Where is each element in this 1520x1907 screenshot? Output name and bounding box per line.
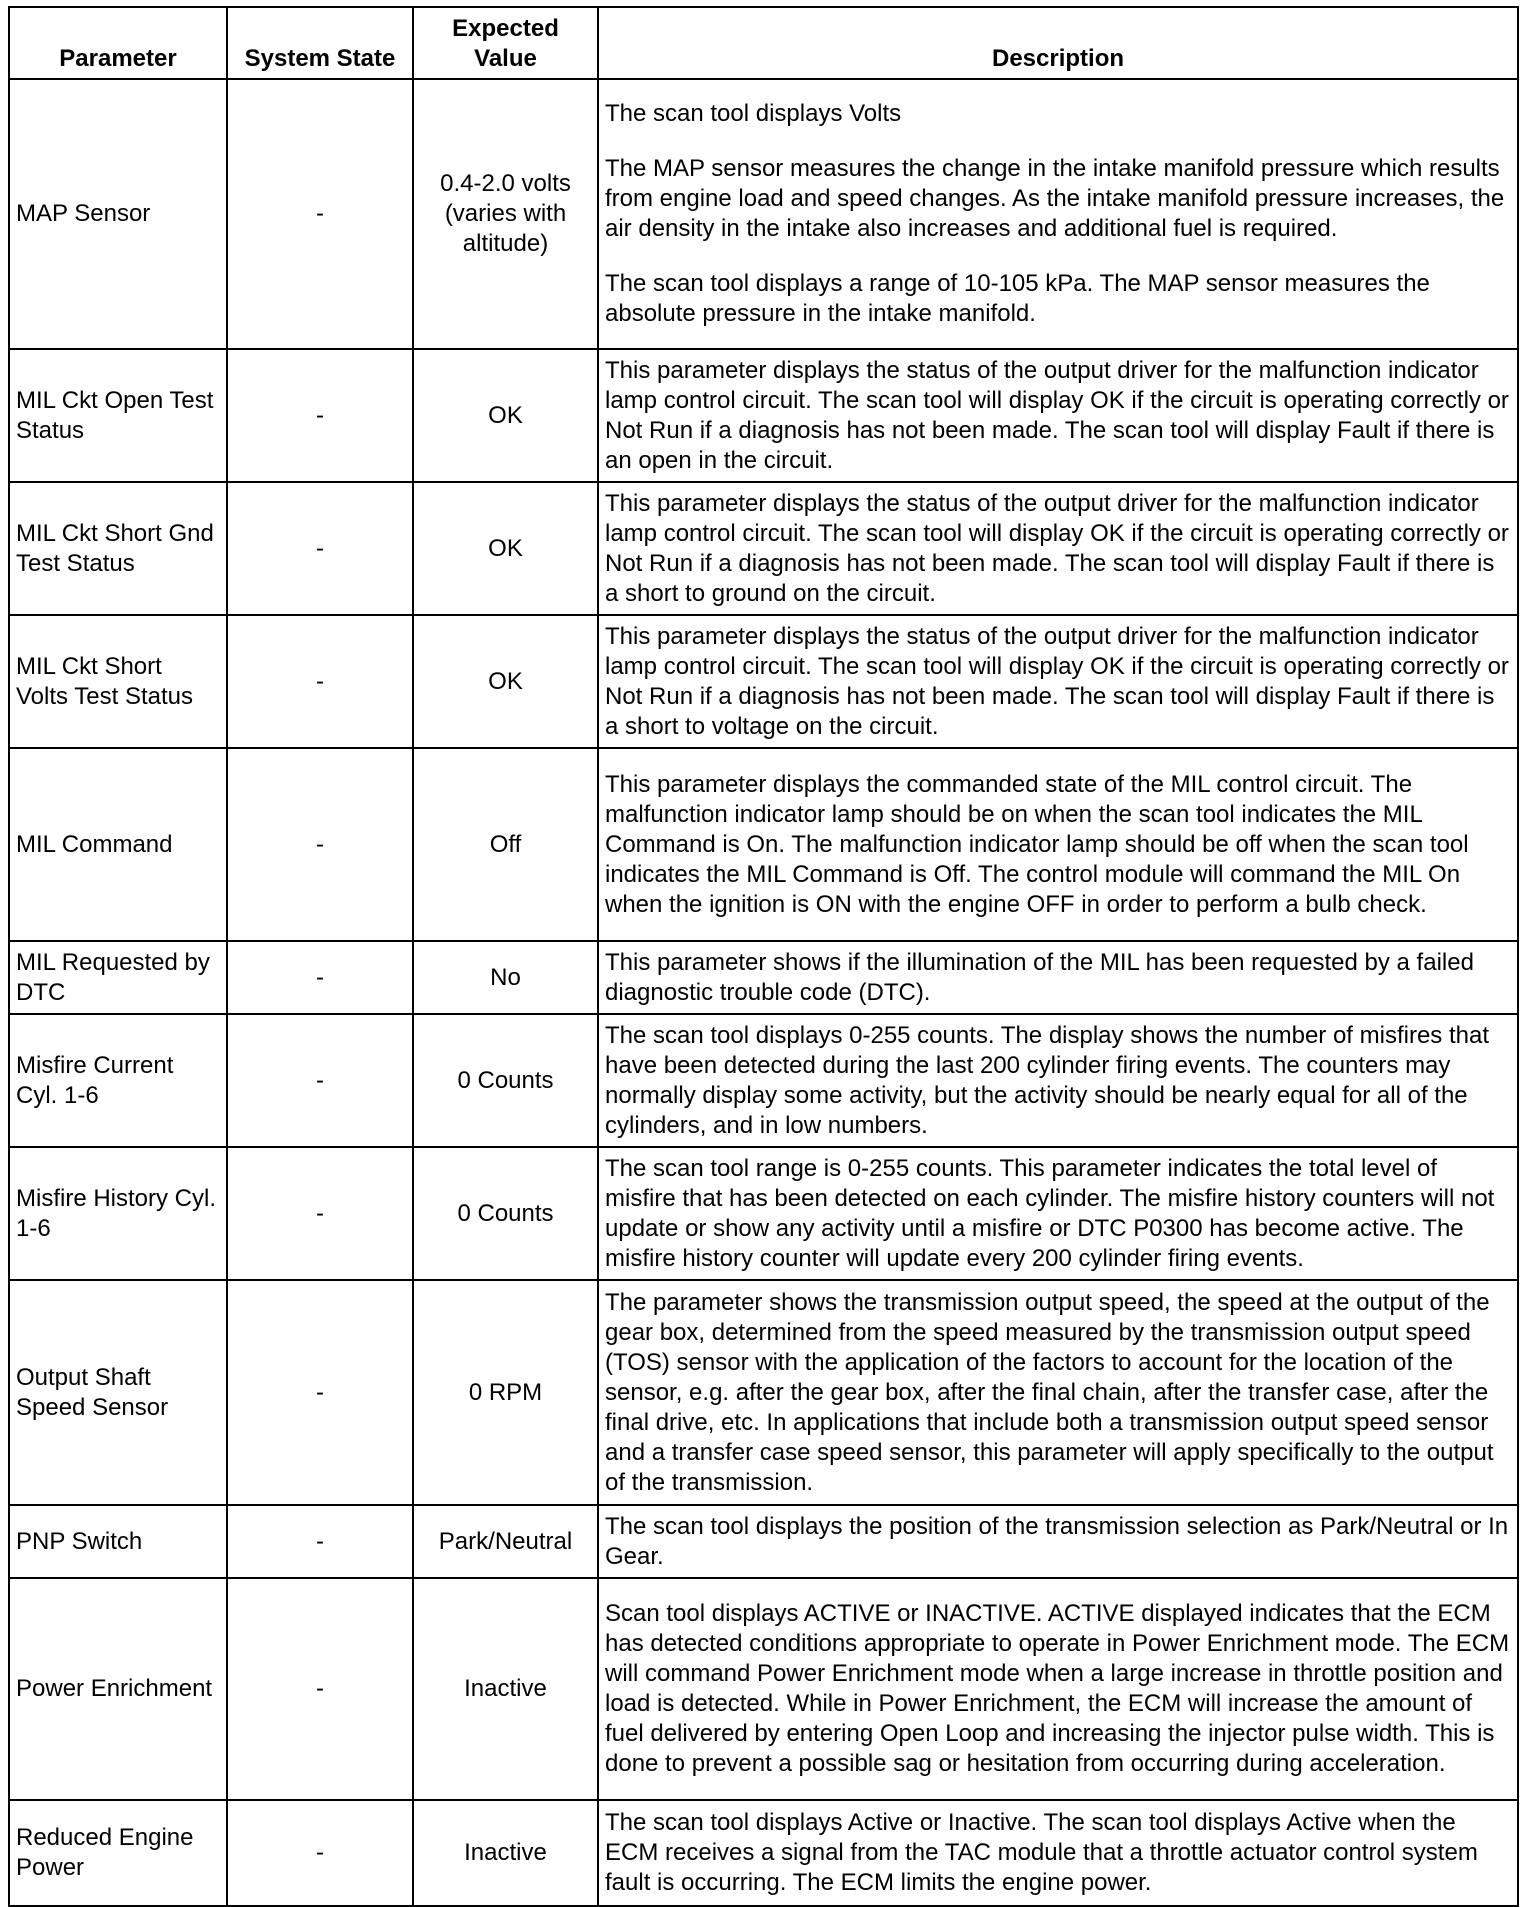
cell-expected-value: Park/Neutral	[413, 1505, 598, 1578]
cell-parameter: Power Enrichment	[9, 1578, 227, 1800]
table-row	[9, 1014, 1518, 1147]
cell-system-state: -	[227, 1505, 413, 1578]
cell-parameter: MIL Command	[9, 748, 227, 941]
table-row	[9, 482, 1518, 615]
cell-system-state: -	[227, 748, 413, 941]
header-expected-value-line1: Expected	[452, 15, 559, 42]
cell-system-state: -	[227, 941, 413, 1014]
table-row	[9, 748, 1518, 941]
description-paragraph: This parameter displays the status of the output driver for the malfunction indicator lamp control circuit. The scan tool will display OK if the circuit is operating correctly or Not Run if a diagnosis has not been made. The scan tool will display Fault if there is a short to ground on the circuit.	[605, 489, 1509, 607]
cell-parameter: Output Shaft Speed Sensor	[9, 1280, 227, 1505]
cell-description	[598, 1578, 1518, 1800]
table-row	[9, 1800, 1518, 1906]
parameter-table-sheet	[8, 6, 1517, 1907]
cell-system-state: -	[227, 1147, 413, 1280]
cell-system-state: -	[227, 1578, 413, 1800]
table-row	[9, 349, 1518, 482]
parameter-table	[8, 6, 1519, 1907]
description-paragraph: The scan tool displays Volts	[605, 100, 902, 127]
cell-description	[598, 1014, 1518, 1147]
cell-description	[598, 1280, 1518, 1505]
description-paragraph: The scan tool displays Active or Inactive. The scan tool displays Active when the ECM receives a signal from the TAC module that a throttle actuator control system fault is occurring. The ECM limits the engine power.	[605, 1809, 1478, 1896]
description-paragraph: The scan tool displays a range of 10-105 kPa. The MAP sensor measures the absolute pressure in the intake manifold.	[605, 270, 1430, 327]
header-system-state: System State	[227, 7, 413, 79]
cell-description	[598, 615, 1518, 748]
cell-expected-value: Off	[413, 748, 598, 941]
description-paragraph: Scan tool displays ACTIVE or INACTIVE. ACTIVE displayed indicates that the ECM has detected conditions appropriate to operate in Power Enrichment mode. The ECM will command Power Enrichment mode when a large increase in throttle position and load is detected. While in Power Enrichment, the ECM will increase the amount of fuel delivered by entering Open Loop and increasing the injector pulse width. This is done to prevent a possible sag or hesitation from occurring during acceleration.	[605, 1600, 1510, 1777]
table-row	[9, 1505, 1518, 1578]
cell-system-state: -	[227, 1014, 413, 1147]
table-row	[9, 79, 1518, 349]
description-paragraph: The MAP sensor measures the change in the intake manifold pressure which results from engine load and speed changes. As the intake manifold pressure increases, the air density in the intake also increases and additional fuel is required.	[605, 155, 1505, 242]
cell-expected-value: 0 Counts	[413, 1014, 598, 1147]
cell-system-state: -	[227, 482, 413, 615]
description-paragraph: This parameter shows if the illumination of the MIL has been requested by a failed diagnostic trouble code (DTC).	[605, 948, 1474, 1006]
description-paragraph: The scan tool range is 0-255 counts. This parameter indicates the total level of misfire that has been detected on each cylinder. The misfire history counters will not update or show any activity until a misfire or DTC P0300 has become active. The misfire history counter will update every 200 cylinder firing events.	[605, 1154, 1495, 1272]
description-paragraph: The parameter shows the transmission output speed, the speed at the output of the gear box, determined from the speed measured by the transmission output speed (TOS) sensor with the application of the factors to account for the location of the sensor, e.g. after the gear box, after the final chain, after the transfer case, after the final drive, etc. In applications that include both a transmission output speed sensor and a transfer case speed sensor, this parameter will apply specifically to the output of the transmission.	[605, 1288, 1494, 1496]
description-paragraph: The scan tool displays 0-255 counts. The display shows the number of misfires that have been detected during the last 200 cylinder firing events. The counters may normally display some activity, but the activity should be nearly equal for all of the cylinders, and in low numbers.	[605, 1021, 1490, 1139]
cell-description	[598, 1800, 1518, 1906]
cell-system-state: -	[227, 1280, 413, 1505]
cell-expected-value: OK	[413, 615, 598, 748]
cell-system-state: -	[227, 79, 413, 349]
table-row	[9, 1147, 1518, 1280]
header-parameter: Parameter	[9, 7, 227, 79]
cell-parameter: MIL Requested by DTC	[9, 941, 227, 1014]
header-description: Description	[598, 7, 1518, 79]
cell-system-state: -	[227, 615, 413, 748]
description-paragraph: The scan tool displays the position of the transmission selection as Park/Neutral or In Gear.	[605, 1512, 1509, 1570]
cell-parameter: Misfire History Cyl. 1-6	[9, 1147, 227, 1280]
cell-description	[598, 1147, 1518, 1280]
cell-parameter: MIL Ckt Open Test Status	[9, 349, 227, 482]
cell-parameter: Reduced Engine Power	[9, 1800, 227, 1906]
table-row	[9, 1280, 1518, 1505]
cell-parameter: MIL Ckt Short Volts Test Status	[9, 615, 227, 748]
cell-parameter: MAP Sensor	[9, 79, 227, 349]
description-paragraph: This parameter displays the status of the output driver for the malfunction indicator lamp control circuit. The scan tool will display OK if the circuit is operating correctly or Not Run if a diagnosis has not been made. The scan tool will display Fault if there is an open in the circuit.	[605, 356, 1509, 474]
cell-parameter: Misfire Current Cyl. 1-6	[9, 1014, 227, 1147]
header-expected-value	[413, 7, 598, 79]
table-row	[9, 615, 1518, 748]
cell-expected-value: 0.4-2.0 volts (varies with altitude)	[413, 79, 598, 349]
cell-description	[598, 482, 1518, 615]
cell-system-state: -	[227, 1800, 413, 1906]
cell-system-state: -	[227, 349, 413, 482]
cell-expected-value: Inactive	[413, 1578, 598, 1800]
cell-description	[598, 1505, 1518, 1578]
table-header-row	[9, 7, 1518, 79]
header-expected-value-line2: Value	[474, 45, 537, 72]
description-paragraph: This parameter displays the commanded state of the MIL control circuit. The malfunction indicator lamp should be on when the scan tool indicates the MIL Command is On. The malfunction indicator lamp should be off when the scan tool indicates the MIL Command is Off. The control module will command the MIL On when the ignition is ON with the engine OFF in order to perform a bulb check.	[605, 770, 1469, 918]
cell-parameter: PNP Switch	[9, 1505, 227, 1578]
cell-expected-value: Inactive	[413, 1800, 598, 1906]
cell-description	[598, 349, 1518, 482]
cell-description	[598, 941, 1518, 1014]
description-paragraph: This parameter displays the status of the output driver for the malfunction indicator lamp control circuit. The scan tool will display OK if the circuit is operating correctly or Not Run if a diagnosis has not been made. The scan tool will display Fault if there is a short to voltage on the circuit.	[605, 622, 1509, 740]
cell-expected-value: OK	[413, 482, 598, 615]
cell-expected-value: No	[413, 941, 598, 1014]
cell-expected-value: OK	[413, 349, 598, 482]
table-row	[9, 1578, 1518, 1800]
cell-expected-value: 0 Counts	[413, 1147, 598, 1280]
cell-description	[598, 79, 1518, 349]
cell-expected-value: 0 RPM	[413, 1280, 598, 1505]
cell-parameter: MIL Ckt Short Gnd Test Status	[9, 482, 227, 615]
cell-description	[598, 748, 1518, 941]
table-body	[9, 79, 1518, 1906]
table-row	[9, 941, 1518, 1014]
